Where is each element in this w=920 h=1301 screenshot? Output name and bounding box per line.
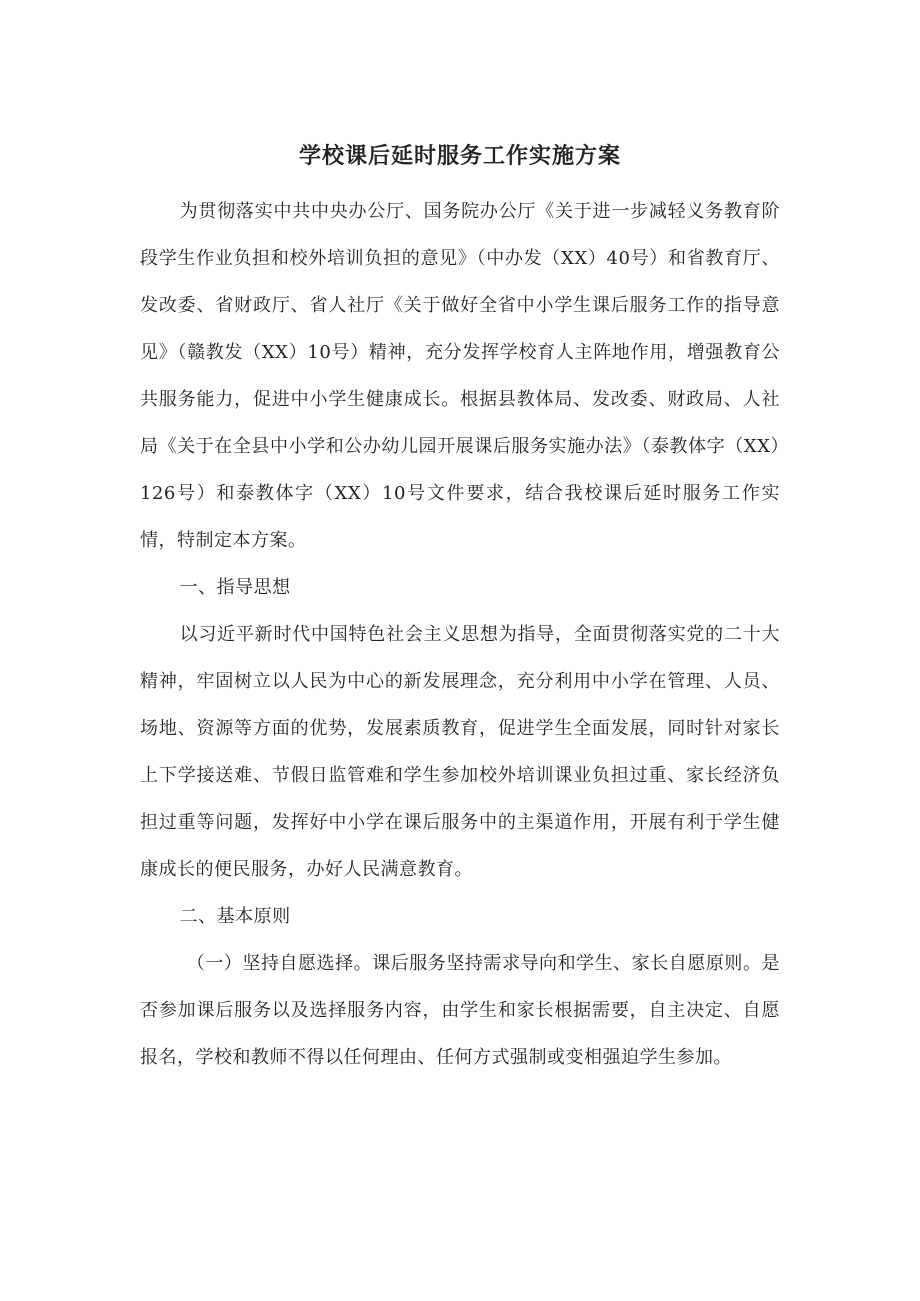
- intro-paragraph: 为贯彻落实中共中央办公厅、国务院办公厅《关于进一步减轻义务教育阶段学生作业负担和校外培训负担的意见》（中办发（XX）40号）和省教育厅、发改委、省财政厅、省人社厅《关于做好全省中小学生课后服务工作的指导意见》（赣教发（XX）10号）精神，充分发挥学校育人主阵地作用，增强教育公共服务能力，促进中小学生健康成长。根据县教体局、发改委、财政局、人社局《关于在全县中小学和公办幼儿园开展课后服务实施办法》（泰教体字（XX）126号）和泰教体字（XX）10号文件要求，结合我校课后延时服务工作实情，特制定本方案。: [140, 201, 780, 551]
- document-body: [140, 188, 780, 1081]
- document-title: 学校课后延时服务工作实施方案: [298, 144, 621, 169]
- principle-item-1: （一）坚持自愿选择。课后服务坚持需求导向和学生、家长自愿原则。是否参加课后服务以及选择服务内容，由学生和家长根据需要，自主决定、自愿报名，学校和教师不得以任何理由、任何方式强制或变相强迫学生参加。: [140, 953, 780, 1068]
- section-heading-guiding-ideology: 一、指导思想: [179, 577, 291, 598]
- section-heading-basic-principles: 二、基本原则: [179, 906, 291, 927]
- guiding-ideology-paragraph: 以习近平新时代中国特色社会主义思想为指导，全面贯彻落实党的二十大精神，牢固树立以人民为中心的新发展理念，充分利用中小学在管理、人员、场地、资源等方面的优势，发展素质教育，促进学生全面发展，同时针对家长上下学接送难、节假日监管难和学生参加校外培训课业负担过重、家长经济负担过重等问题，发挥好中小学在课后服务中的主渠道作用，开展有利于学生健康成长的便民服务，办好人民满意教育。: [140, 624, 780, 880]
